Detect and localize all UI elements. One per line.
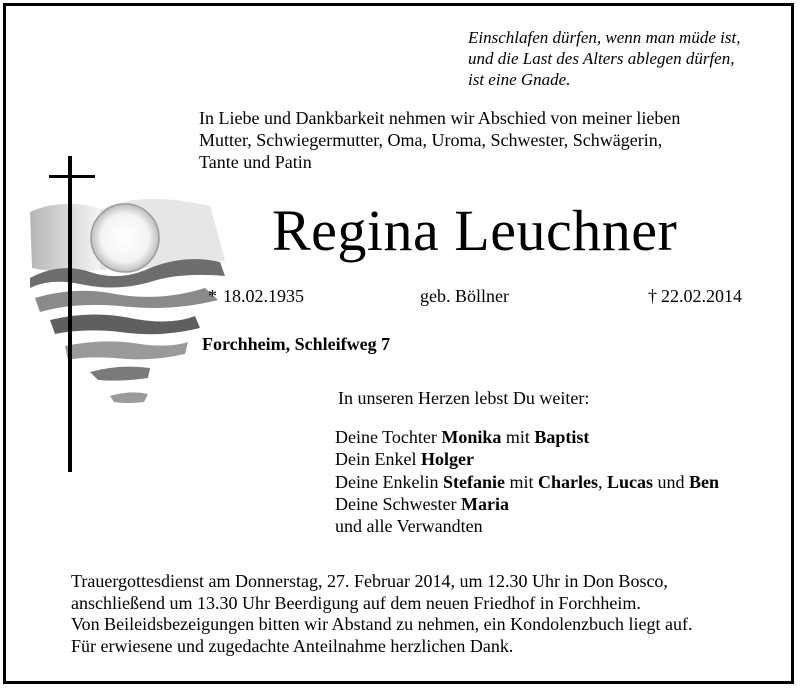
intro-line: Tante und Patin (199, 152, 312, 172)
family-line (335, 471, 719, 493)
footer-line: Für erwiesene und zugedachte Anteilnahme herzlichen Dank. (71, 635, 514, 656)
death-cross-icon: † (648, 286, 657, 306)
family-line (335, 426, 719, 448)
cross-vertical-beam (68, 156, 72, 472)
hill (90, 367, 150, 381)
family-list (335, 426, 719, 537)
cross-horizontal-beam (49, 175, 95, 178)
intro-line: Mutter, Schwiegermutter, Oma, Uroma, Schwester, Schwägerin, (199, 130, 663, 150)
funeral-details (71, 571, 693, 657)
family-text: Deine Tochter (335, 427, 442, 447)
quote-line: und die Last des Alters ablegen dürfen, (468, 49, 735, 68)
family-name: Lucas (606, 471, 653, 492)
quote (468, 27, 740, 90)
family-name: Maria (460, 493, 509, 514)
sun (91, 204, 159, 272)
intro-line: In Liebe und Dankbarkeit nehmen wir Abschied von meiner lieben (199, 108, 681, 128)
family-name: Holger (420, 449, 474, 470)
family-line (335, 448, 719, 470)
footer-line: Von Beileidsbezeigungen bitten wir Abstand zu nehmen, ein Kondolenzbuch liegt auf. (71, 614, 693, 634)
deceased-name: Regina Leuchner (272, 198, 678, 263)
footer-line: anschließend um 13.30 Uhr Beerdigung auf dem neuen Friedhof in Forchheim. (71, 592, 641, 613)
family-line (335, 515, 719, 537)
family-name: Ben (689, 471, 720, 492)
maiden-name: geb. Böllner (420, 286, 509, 306)
birth-star-icon: * (208, 286, 217, 306)
heart-line: In unseren Herzen lebst Du weiter: (338, 388, 590, 408)
cross-landscape-illustration (20, 150, 240, 472)
family-text: Dein Enkel (335, 449, 421, 470)
family-text: mit (501, 427, 535, 447)
intro-text (199, 107, 680, 173)
family-name: Baptist (534, 427, 590, 447)
family-text: Deine Schwester (335, 493, 461, 514)
address: Forchheim, Schleifweg 7 (202, 334, 391, 354)
quote-line: Einschlafen dürfen, wenn man müde ist, (468, 28, 741, 47)
footer-line: Trauergottesdienst am Donnerstag, 27. Februar 2014, um 12.30 Uhr in Don Bosco, (71, 571, 668, 591)
birth-date (208, 285, 304, 307)
family-line (335, 493, 719, 515)
family-text: , (597, 471, 607, 492)
family-text: mit (504, 471, 538, 492)
hill (65, 341, 188, 360)
family-text: und (653, 471, 689, 492)
hill (35, 288, 218, 312)
family-name: Monika (441, 427, 502, 447)
hill (50, 314, 200, 334)
death-date-value: 22.02.2014 (661, 286, 742, 306)
family-name: Charles (537, 471, 598, 492)
sky-wash (30, 204, 100, 272)
family-text: und alle Verwandten (335, 516, 483, 537)
birth-date-value: 18.02.1935 (223, 286, 304, 306)
family-name: Stefanie (442, 471, 505, 492)
death-date (648, 285, 742, 307)
hill (110, 392, 148, 403)
family-text: Deine Enkelin (335, 471, 443, 492)
quote-line: ist eine Gnade. (468, 70, 571, 89)
